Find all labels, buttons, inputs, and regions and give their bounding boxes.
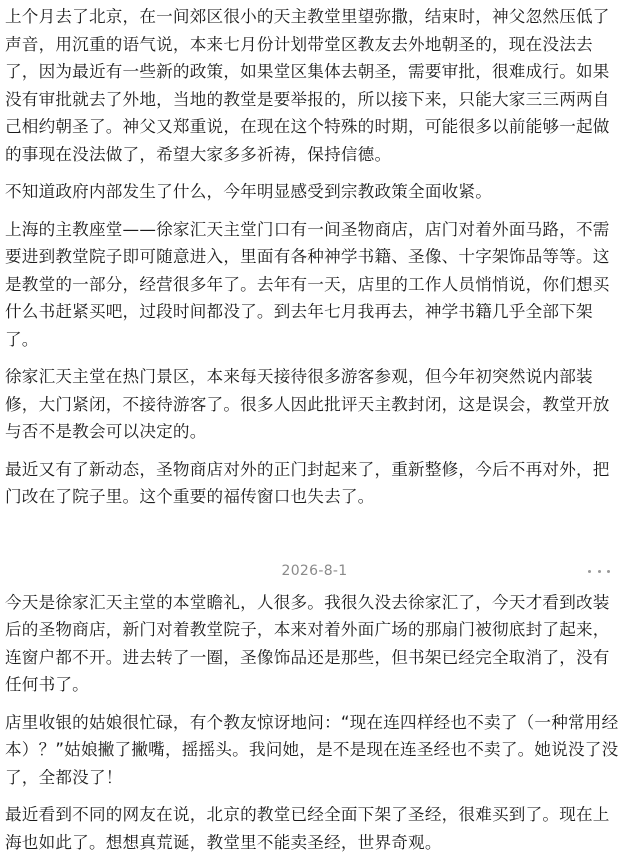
post-paragraph: 今天是徐家汇天主堂的本堂瞻礼，人很多。我很久没去徐家汇了，今天才看到改装后的圣物商店，新门对着教堂院子，本来对着外面广场的那扇门被彻底封了起来，连窗户都不开。进去转了一圈，圣像饰品还是那些，但书架已经完全取消了，没有任何书了。 (5, 589, 624, 699)
post-paragraph: 上海的主教座堂——徐家汇天主堂门口有一间圣物商店，店门对着外面马路，不需要进到教堂院子即可随意进入，里面有各种神学书籍、圣像、十字架饰品等等。这是教堂的一部分，经营很多年了。去年有一天，店里的工作人员悄悄说，你们想买什么书赶紧买吧，过段时间都没了。到去年七月我再去，神学书籍几乎全部下架了。 (5, 216, 624, 354)
post-paragraph: 最近又有了新动态，圣物商店对外的正门封起来了，重新整修，今后不再对外，把门改在了院子里。这个重要的福传窗口也失去了。 (5, 456, 624, 511)
post-paragraph: 不知道政府内部发生了什么，今年明显感受到宗教政策全面收紧。 (5, 178, 624, 206)
post-entry (5, 589, 624, 856)
feed-page (0, 3, 630, 803)
post-paragraph: 上个月去了北京，在一间郊区很小的天主教堂里望弥撒，结束时，神父忽然压低了声音，用沉重的语气说，本来七月份计划带堂区教友去外地朝圣的，现在没法去了，因为最近有一些新的政策，如果堂区集体去朝圣，需要审批，很难成行。如果没有审批就去了外地，当地的教堂是要举报的，所以接下来，只能大家三三两两自己相约朝圣了。神父又郑重说，在现在这个特殊的时期，可能很多以前能够一起做的事现在没法做了，希望大家多多祈祷，保持信德。 (5, 3, 624, 168)
post-paragraph: 徐家汇天主堂在热门景区，本来每天接待很多游客参观，但今年初突然说内部装修，大门紧闭，不接待游客了。很多人因此批评天主教封闭，这是误会，教堂开放与否不是教会可以决定的。 (5, 363, 624, 446)
post-paragraph: 最近看到不同的网友在说，北京的教堂已经全面下架了圣经，很难买到了。现在上海也如此了。想想真荒诞，教堂里不能卖圣经，世界奇观。 (5, 801, 624, 856)
more-horizontal-icon[interactable] (588, 567, 610, 577)
post-meta (5, 559, 624, 589)
post-paragraph: 店里收银的姑娘很忙碌，有个教友惊讶地问：“现在连四样经也不卖了（一种常用经本）？”姑娘撇了撇嘴，摇摇头。我问她，是不是现在连圣经也不卖了。她说没了没了，全都没了！ (5, 709, 624, 792)
post-entry (5, 3, 624, 511)
post-date: 2026-8-1 (5, 563, 624, 579)
